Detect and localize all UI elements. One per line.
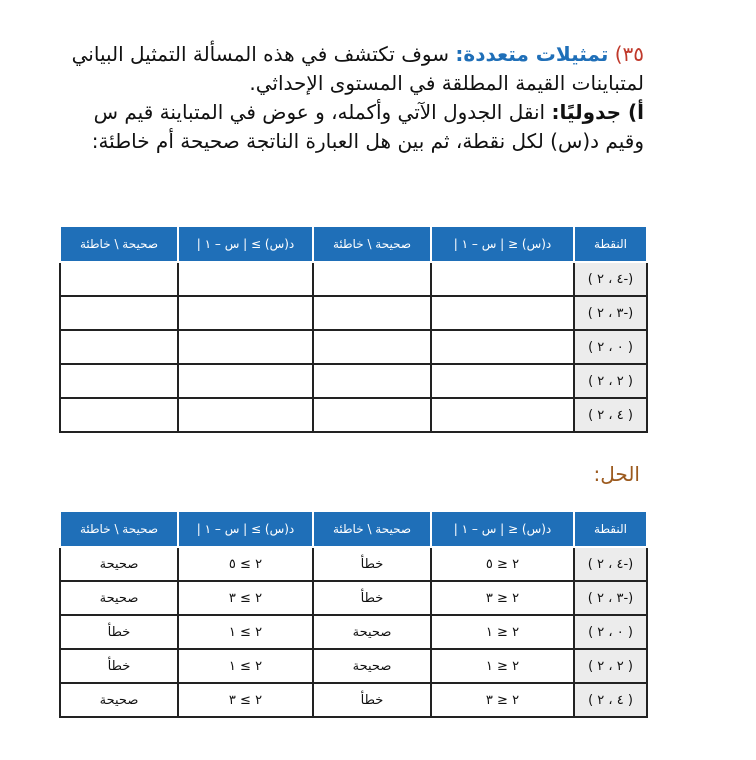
truth-2-cell: صحيحة [60, 683, 178, 717]
table-row [60, 615, 647, 649]
empty-cell [60, 398, 178, 432]
solution-table [59, 510, 648, 718]
empty-cell [178, 364, 313, 398]
table-row [60, 262, 647, 296]
point-cell: ( ٤ ، ٢ ) [574, 398, 647, 432]
header-truth-2: صحيحة \ خاطئة [60, 511, 178, 547]
header-ineq-2: د(س) ≥ | س – ١ | [178, 511, 313, 547]
empty-cell [178, 398, 313, 432]
empty-cell [431, 398, 574, 432]
exercise-table [59, 225, 648, 433]
truth-2-cell: خطأ [60, 649, 178, 683]
empty-cell [431, 330, 574, 364]
truth-1-cell: خطأ [313, 547, 431, 581]
empty-cell [313, 330, 431, 364]
part-text: انقل الجدول الآتي وأكمله، و عوض في المتباينة قيم س وقيم د(س) لكل نقطة، ثم بين هل العبارة الناتجة صحيحة أم خاطئة: [91, 100, 644, 153]
table-row [60, 683, 647, 717]
point-cell: (-٤ ، ٢ ) [574, 262, 647, 296]
problem-intro [54, 40, 644, 98]
empty-cell [431, 262, 574, 296]
ineq-1-cell: ٢ ≤ ٣ [431, 581, 574, 615]
table-row [60, 581, 647, 615]
table-row [60, 649, 647, 683]
empty-cell [60, 364, 178, 398]
problem-title: تمثيلات متعددة: [455, 42, 609, 66]
header-ineq-1: د(س) ≤ | س – ١ | [431, 511, 574, 547]
empty-cell [313, 262, 431, 296]
empty-cell [313, 364, 431, 398]
ineq-1-cell: ٢ ≤ ٥ [431, 547, 574, 581]
problem-part-a [54, 98, 644, 156]
empty-cell [178, 330, 313, 364]
empty-cell [313, 296, 431, 330]
header-ineq-2: د(س) ≥ | س – ١ | [178, 226, 313, 262]
header-truth-1: صحيحة \ خاطئة [313, 511, 431, 547]
table-row [60, 330, 647, 364]
point-cell: (-٣ ، ٢ ) [574, 296, 647, 330]
ineq-2-cell: ٢ ≥ ١ [178, 615, 313, 649]
header-truth-2: صحيحة \ خاطئة [60, 226, 178, 262]
table-row [60, 398, 647, 432]
header-ineq-1: د(س) ≤ | س – ١ | [431, 226, 574, 262]
point-cell: ( ٤ ، ٢ ) [574, 683, 647, 717]
empty-cell [178, 262, 313, 296]
empty-cell [431, 364, 574, 398]
table-row [60, 364, 647, 398]
truth-1-cell: صحيحة [313, 615, 431, 649]
truth-2-cell: خطأ [60, 615, 178, 649]
truth-1-cell: خطأ [313, 581, 431, 615]
solution-label: الحل: [593, 462, 640, 486]
empty-cell [431, 296, 574, 330]
ineq-2-cell: ٢ ≥ ٣ [178, 683, 313, 717]
ineq-2-cell: ٢ ≥ ٣ [178, 581, 313, 615]
empty-cell [60, 262, 178, 296]
truth-2-cell: صحيحة [60, 581, 178, 615]
problem-number: ٣٥) [614, 42, 644, 66]
point-cell: ( ٢ ، ٢ ) [574, 649, 647, 683]
empty-cell [60, 330, 178, 364]
problem-intro-text: سوف تكتشف في هذه المسألة التمثيل البياني لمتباينات القيمة المطلقة في المستوى الإحداثي. [71, 42, 644, 95]
empty-cell [178, 296, 313, 330]
exercise-table-header [60, 226, 647, 262]
table-row [60, 547, 647, 581]
ineq-2-cell: ٢ ≥ ١ [178, 649, 313, 683]
ineq-1-cell: ٢ ≤ ١ [431, 615, 574, 649]
problem-statement [54, 40, 644, 156]
header-point: النقطة [574, 511, 647, 547]
truth-1-cell: صحيحة [313, 649, 431, 683]
header-truth-1: صحيحة \ خاطئة [313, 226, 431, 262]
ineq-1-cell: ٢ ≤ ٣ [431, 683, 574, 717]
header-point: النقطة [574, 226, 647, 262]
ineq-2-cell: ٢ ≥ ٥ [178, 547, 313, 581]
point-cell: (-٣ ، ٢ ) [574, 581, 647, 615]
solution-table-header [60, 511, 647, 547]
truth-2-cell: صحيحة [60, 547, 178, 581]
table-row [60, 296, 647, 330]
point-cell: (-٤ ، ٢ ) [574, 547, 647, 581]
part-label: أ) جدوليًا: [551, 100, 644, 124]
empty-cell [60, 296, 178, 330]
truth-1-cell: خطأ [313, 683, 431, 717]
empty-cell [313, 398, 431, 432]
point-cell: ( ٠ ، ٢ ) [574, 615, 647, 649]
point-cell: ( ٠ ، ٢ ) [574, 330, 647, 364]
ineq-1-cell: ٢ ≤ ١ [431, 649, 574, 683]
point-cell: ( ٢ ، ٢ ) [574, 364, 647, 398]
